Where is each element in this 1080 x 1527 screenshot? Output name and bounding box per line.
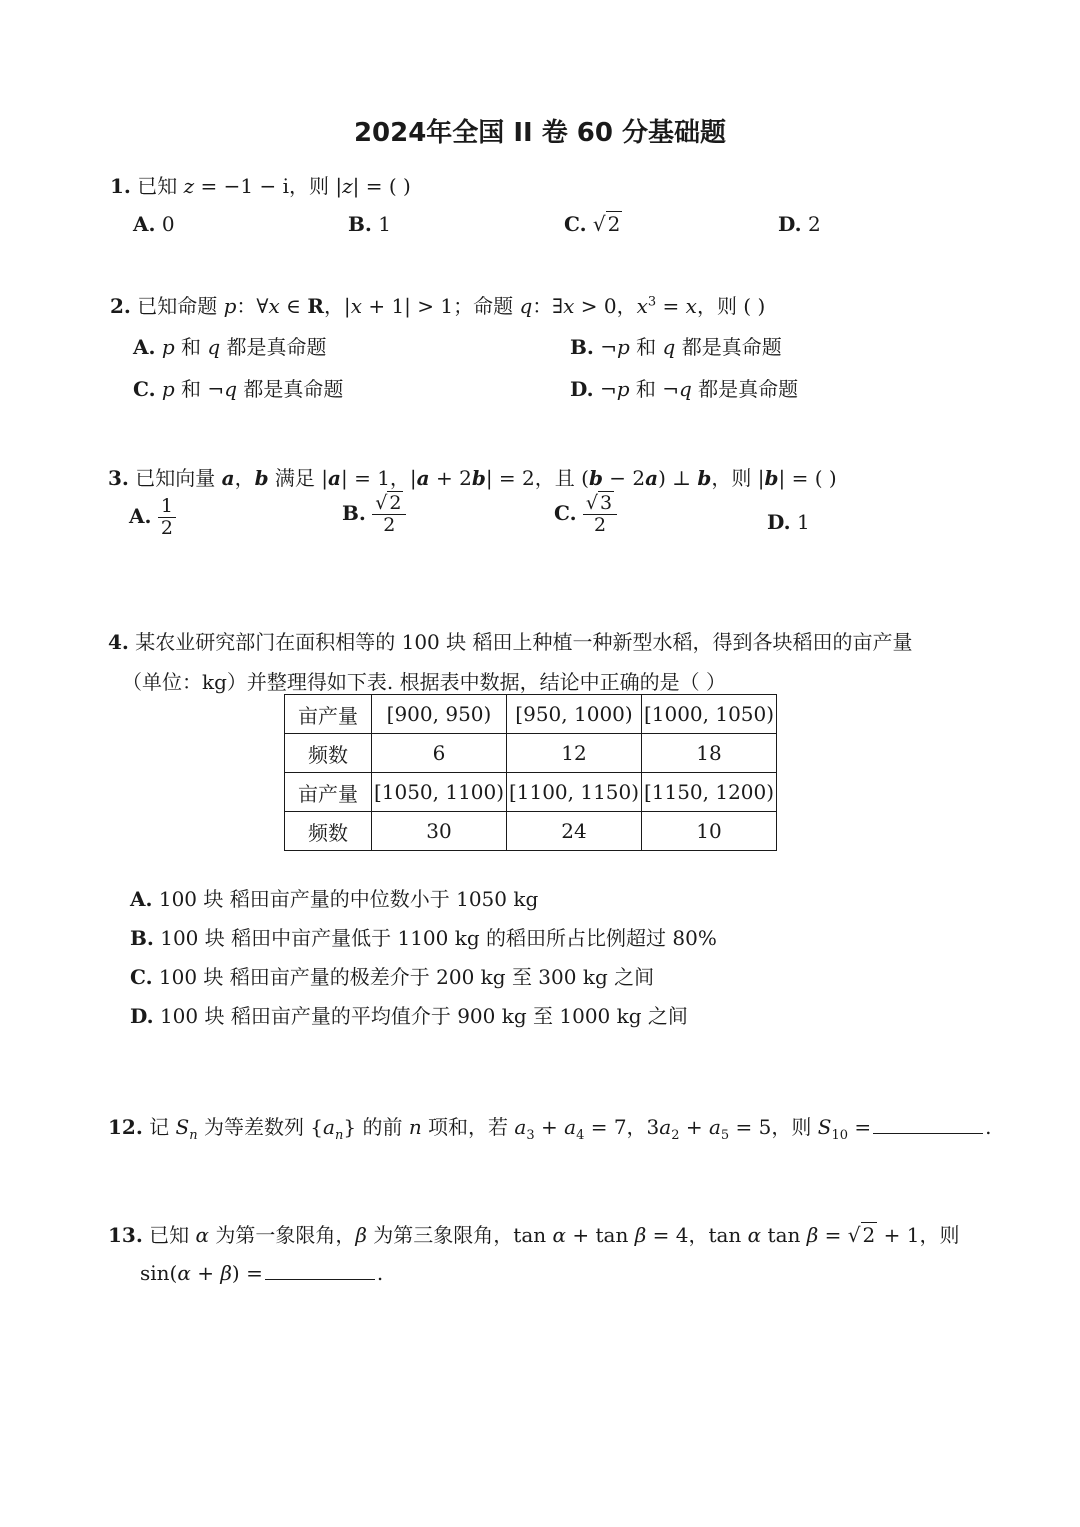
question-number: 4. xyxy=(108,630,129,654)
q1-option-b xyxy=(348,212,391,236)
option-text: 100 块 稻田亩产量的中位数小于 1050 kg xyxy=(158,887,539,911)
option-text: 都是真命题 xyxy=(237,377,344,401)
var-q: q xyxy=(207,335,221,359)
sqrt-symbol: √ 2 xyxy=(592,212,621,236)
question-12-stem: 12. 记 $S_n$ 为等差数列 $\{a_n\}$ 的前 n 项和，若 $a_3 + a_4 = 7$，$3a_2 + a_5 = 5$，则 $S_{10}$ = . xyxy=(108,1115,992,1143)
option-letter: C. xyxy=(130,965,153,989)
table-cell: 频数 xyxy=(285,812,372,851)
option-text: 都是真命题 xyxy=(691,377,799,401)
table-cell: 6 xyxy=(372,734,507,773)
fraction: $\frac{1}{2}$ xyxy=(158,496,176,539)
option-text: 2 xyxy=(807,212,821,236)
stem-text: = xyxy=(656,294,686,318)
question-13-stem-line1: 13. 已知 α 为第一象限角，β 为第三象限角，tan α + tan β = 4，tan α tan β = √ 2 + 1，则 xyxy=(108,1223,960,1247)
answer-blank xyxy=(873,1133,983,1134)
stem-text: = ( ) xyxy=(359,174,411,198)
q2-option-b: B. ¬p 和 q 都是真命题 xyxy=(570,335,782,359)
table-cell: [1150, 1200) xyxy=(642,773,777,812)
q1-option-d xyxy=(778,212,821,236)
option-letter: D. xyxy=(130,1004,154,1028)
page-title: 2024年全国 II 卷 60 分基础题 xyxy=(353,118,727,148)
question-4-stem-line2: （单位：kg）并整理得如下表. 根据表中数据，结论中正确的是（ ） xyxy=(122,670,726,694)
option-text: 1 xyxy=(378,212,391,236)
table-row xyxy=(285,695,777,734)
q4-option-d xyxy=(130,1000,688,1029)
option-letter: D. xyxy=(767,510,791,534)
table-cell: 10 xyxy=(642,812,777,851)
option-letter: C. xyxy=(133,377,156,401)
question-number: 2. xyxy=(110,294,131,318)
table-cell: 18 xyxy=(642,734,777,773)
table-cell: [1100, 1150) xyxy=(507,773,642,812)
q1-option-c xyxy=(564,212,622,236)
var-p: p xyxy=(617,335,630,359)
question-number: 13. xyxy=(108,1223,143,1247)
stem-text: 某农业研究部门在面积相等的 100 块 稻田上种植一种新型水稻，得到各块稻田的亩产量 xyxy=(135,630,913,654)
table-cell: 12 xyxy=(507,734,642,773)
option-text: 1 xyxy=(796,510,810,534)
question-1-stem: 1. 已知 z = −1 − i，则 |z| = ( ) xyxy=(110,174,411,198)
q4-option-c xyxy=(130,961,654,990)
question-3-stem: 3. 已知向量 a，b 满足 |a| = 1，|a + 2b| = 2，且 (b − 2a) ⊥ b，则 |b| = ( ) xyxy=(108,466,837,490)
var-z: z xyxy=(342,174,353,198)
question-13-stem-line2: sin(α + β) = . xyxy=(140,1261,384,1285)
option-text: 2 xyxy=(607,212,621,236)
table-cell: [950, 1000) xyxy=(507,695,642,734)
answer-blank xyxy=(265,1279,375,1280)
option-text: 100 块 稻田中亩产量低于 1100 kg 的稻田所占比例超过 80% xyxy=(160,926,717,950)
fraction: $\frac{√ 3}{2}$ xyxy=(583,493,617,536)
option-letter: A. xyxy=(130,887,153,911)
q2-option-c: C. p 和 ¬q 都是真命题 xyxy=(133,377,344,401)
stem-text: = −1 − i，则 xyxy=(194,174,336,198)
table-cell: 24 xyxy=(507,812,642,851)
question-number: 12. xyxy=(108,1115,143,1139)
q4-option-b xyxy=(130,922,717,951)
stem-text: 已知命题 xyxy=(137,294,224,318)
option-text: 都是真命题 xyxy=(220,335,327,359)
option-letter: A. xyxy=(133,212,156,236)
table-row xyxy=(285,812,777,851)
q3-option-c xyxy=(554,493,617,536)
stem-text: > 0， xyxy=(574,294,637,318)
option-letter: A. xyxy=(133,335,156,359)
yield-table xyxy=(284,694,777,851)
stem-text: 已知 xyxy=(137,174,178,198)
option-text: 0 xyxy=(161,212,175,236)
option-letter: A. xyxy=(129,503,152,528)
var-p: p xyxy=(161,377,175,401)
question-2-stem: 2. 已知命题 p：∀x ∈ R，|x + 1| > 1；命题 q：∃x > 0，$x^3 = x$，则 ( ) xyxy=(110,294,766,318)
stem-text: ：∀ xyxy=(236,294,269,318)
option-letter: D. xyxy=(570,377,594,401)
q1-option-a xyxy=(133,212,175,236)
stem-text: ，则 ( ) xyxy=(696,294,766,318)
option-letter: B. xyxy=(570,335,594,359)
option-letter: C. xyxy=(564,212,587,236)
stem-text: 已知向量 xyxy=(135,466,222,490)
table-row xyxy=(285,773,777,812)
table-cell: [1000, 1050) xyxy=(642,695,777,734)
table-cell: 亩产量 xyxy=(285,695,372,734)
option-letter: D. xyxy=(778,212,802,236)
q2-option-d: D. ¬p 和 ¬q 都是真命题 xyxy=(570,377,799,401)
var-z: z xyxy=(183,174,195,198)
var-p: p xyxy=(616,377,630,401)
table-row xyxy=(285,734,777,773)
var-p: p xyxy=(161,335,175,359)
stem-text: ∈ xyxy=(279,294,308,318)
option-text: 都是真命题 xyxy=(675,335,782,359)
question-number: 1. xyxy=(110,174,131,198)
table-cell: [900, 950) xyxy=(372,695,507,734)
var-q: q xyxy=(224,377,237,401)
var-q: q xyxy=(662,335,676,359)
table-cell: 亩产量 xyxy=(285,773,372,812)
q2-option-a: A. p 和 q 都是真命题 xyxy=(133,335,327,359)
q4-option-a xyxy=(130,883,538,912)
question-4-stem-line1 xyxy=(108,626,913,655)
option-text: 100 块 稻田亩产量的平均值介于 900 kg 至 1000 kg 之间 xyxy=(159,1004,688,1028)
table-cell: 30 xyxy=(372,812,507,851)
question-number: 3. xyxy=(108,466,129,490)
option-letter: B. xyxy=(348,212,372,236)
option-text: 100 块 稻田亩产量的极差介于 200 kg 至 300 kg 之间 xyxy=(158,965,655,989)
table-cell: [1050, 1100) xyxy=(372,773,507,812)
q3-option-a xyxy=(129,496,176,539)
q3-option-d xyxy=(767,510,810,534)
sqrt-symbol: √ 2 xyxy=(847,1223,876,1247)
option-letter: B. xyxy=(130,926,154,950)
table-cell: 频数 xyxy=(285,734,372,773)
option-letter: B. xyxy=(342,500,366,525)
var-q: q xyxy=(679,377,692,401)
q3-option-b xyxy=(342,493,406,536)
fraction: $\frac{√ 2}{2}$ xyxy=(372,493,406,536)
stem-text: ，| xyxy=(323,294,351,318)
option-letter: C. xyxy=(554,500,577,525)
stem-text: ：∃ xyxy=(532,294,564,318)
stem-text: + 1| > 1；命题 xyxy=(361,294,520,318)
